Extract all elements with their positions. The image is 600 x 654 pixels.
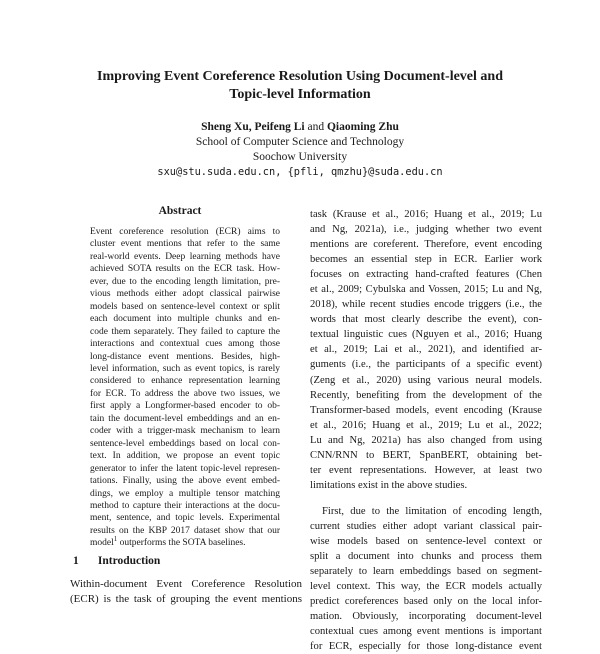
section-title: Introduction	[97, 555, 161, 567]
title-line-1: Improving Event Coreference Resolution Using Document-level and	[97, 69, 503, 84]
abstract-line: first apply a Longformer-based encoder to ob-	[90, 401, 280, 412]
abstract-line: coder with a trigger-mask mechanism to learn	[90, 426, 280, 437]
abstract-line: each document into multiple chunks and en-	[90, 314, 280, 325]
author-names-part2: Qiaoming Zhu	[326, 121, 399, 133]
abstract-line: achieved SOTA results on the ECR task. How-	[90, 264, 280, 275]
body-line: 2018), while recent studies encode triggers (i.e., the	[310, 299, 542, 311]
body-line: (Zeng et al., 2020) using various neural models.	[310, 374, 542, 386]
body-line: Transformer-based models, event encoding (Krause	[310, 404, 542, 416]
abstract-line: real-world events. Deep learning methods have	[90, 251, 280, 262]
body-line: wise models based on sentence-level context or	[310, 535, 542, 547]
author-names-part1: Sheng Xu, Peifeng Li	[201, 121, 305, 133]
body-line: and Ng, 2021a), i.e., judging whether two event	[310, 224, 542, 236]
right-paragraph-2	[310, 504, 542, 654]
section-heading-introduction	[73, 555, 303, 567]
body-line: separately to learn embeddings based on segment-	[310, 566, 542, 578]
body-line: et al., 2009; Cybulska and Vossen, 2015; Lu and Ng,	[310, 284, 542, 296]
abstract-line: for ECR. To address the above two issues, we	[90, 388, 280, 399]
abstract-line: vious methods either adopt classical pairwise	[90, 289, 280, 300]
abstract-line: interactions and contextual cues among those	[90, 339, 280, 350]
body-line: et al., 2016; Huang et al., 2019; Lu et al., 2022;	[310, 419, 542, 431]
abstract-line: results on the KBP 2017 dataset show that our	[90, 525, 280, 536]
paper-title	[60, 68, 540, 103]
body-line: current studies either adopt variant classical pair-	[310, 520, 542, 532]
title-line-2: Topic-level Information	[229, 86, 371, 102]
intro-line: Within-document Event Coreference Resolution	[70, 578, 302, 590]
right-column-text	[310, 207, 542, 654]
abstract-line: text. In addition, we propose an event topic	[90, 451, 280, 462]
body-line: level context. This way, the ECR models actually	[310, 581, 542, 593]
body-line: First, due to the limitation of encoding length,	[322, 505, 542, 517]
body-line: words that most clearly describe the event), con-	[310, 314, 542, 326]
author-block	[60, 120, 540, 180]
body-line: guments (i.e., the participants of a specific event)	[310, 359, 542, 371]
abstract-line: tain the document-level embeddings and an en-	[90, 413, 280, 424]
abstract-line: Event coreference resolution (ECR) aims to	[90, 227, 280, 237]
body-line: predict coreferences based only on the local infor-	[310, 596, 542, 608]
abstract-line	[90, 537, 280, 549]
introduction-body	[70, 577, 302, 607]
abstract-line: dings, we employ a multiple tensor matching	[90, 488, 280, 499]
abstract-line: level information, such as event topics, is rarely	[90, 363, 280, 374]
body-line: becomes an essential step in ECR. Earlier work	[310, 254, 542, 266]
abstract-body	[90, 226, 280, 550]
author-university: Soochow University	[252, 151, 348, 163]
body-line: limitations exist in the above studies.	[310, 479, 468, 491]
body-line: split a document into chunks and process them	[310, 551, 542, 563]
author-affiliation: School of Computer Science and Technology	[195, 136, 405, 148]
abstract-line-fragment: outperforms the SOTA baselines.	[119, 538, 246, 549]
abstract-line: cluster event mentions that refer to the same	[90, 239, 280, 250]
author-and: and	[307, 121, 325, 133]
author-names	[60, 120, 540, 135]
body-line: mentions are coreferent. Therefore, event encoding	[310, 239, 542, 251]
body-line: et al., 2019; Lai et al., 2021), and identified ar-	[310, 344, 542, 356]
body-line: textual linguistic cues (Nguyen et al., 2016; Huang	[310, 329, 542, 341]
abstract-line: tations. Finally, using the above event embed-	[90, 476, 280, 487]
body-line: Lu and Ng, 2021a) has also changed from using	[310, 434, 542, 446]
body-line: Recently, benefiting from the development of the	[310, 389, 542, 401]
body-line: task (Krause et al., 2016; Huang et al., 2019; Lu	[310, 209, 542, 220]
abstract-line: ever, due to the encoding length limitation, pre-	[90, 276, 280, 287]
body-line: for ECR, especially for those long-distance event	[310, 641, 542, 653]
abstract-line: sentence-level embeddings based on local con-	[90, 438, 280, 449]
abstract-heading: Abstract	[158, 205, 202, 217]
body-line: contextual cues among event mentions is important	[310, 626, 542, 638]
abstract-line: method to capture their interactions at the docu-	[90, 500, 280, 511]
abstract-line: code them separately. They failed to capture the	[90, 326, 280, 337]
body-line: ter event representations. However, at least two	[310, 464, 542, 476]
body-line: focuses on extracting hand-crafted features (Chen	[310, 269, 542, 281]
abstract-line: long-distance event mentions. Besides, high-	[90, 351, 280, 362]
abstract-line: models based on sentence-level context or split	[90, 301, 280, 312]
abstract-line: ment, sentence, and topic levels. Experimental	[90, 513, 280, 524]
body-line: mation. Obviously, incorporating document-level	[310, 611, 542, 623]
right-paragraph-1	[310, 207, 542, 493]
abstract-line: generator to infer the latent topic-level represen-	[90, 463, 280, 474]
intro-line: (ECR) is the task of grouping the event mentions	[70, 593, 302, 606]
body-line: CNN/RNN to BERT, SpanBERT, obtaining bet-	[310, 449, 542, 461]
abstract-line: considered to enhance representation learning	[90, 376, 280, 387]
section-number: 1	[73, 555, 79, 567]
footnote-marker[interactable]: 1	[113, 535, 118, 544]
author-email: sxu@stu.suda.edu.cn, {pfli, qmzhu}@suda.edu.cn	[157, 166, 443, 178]
abstract-line-fragment: model	[90, 538, 114, 549]
